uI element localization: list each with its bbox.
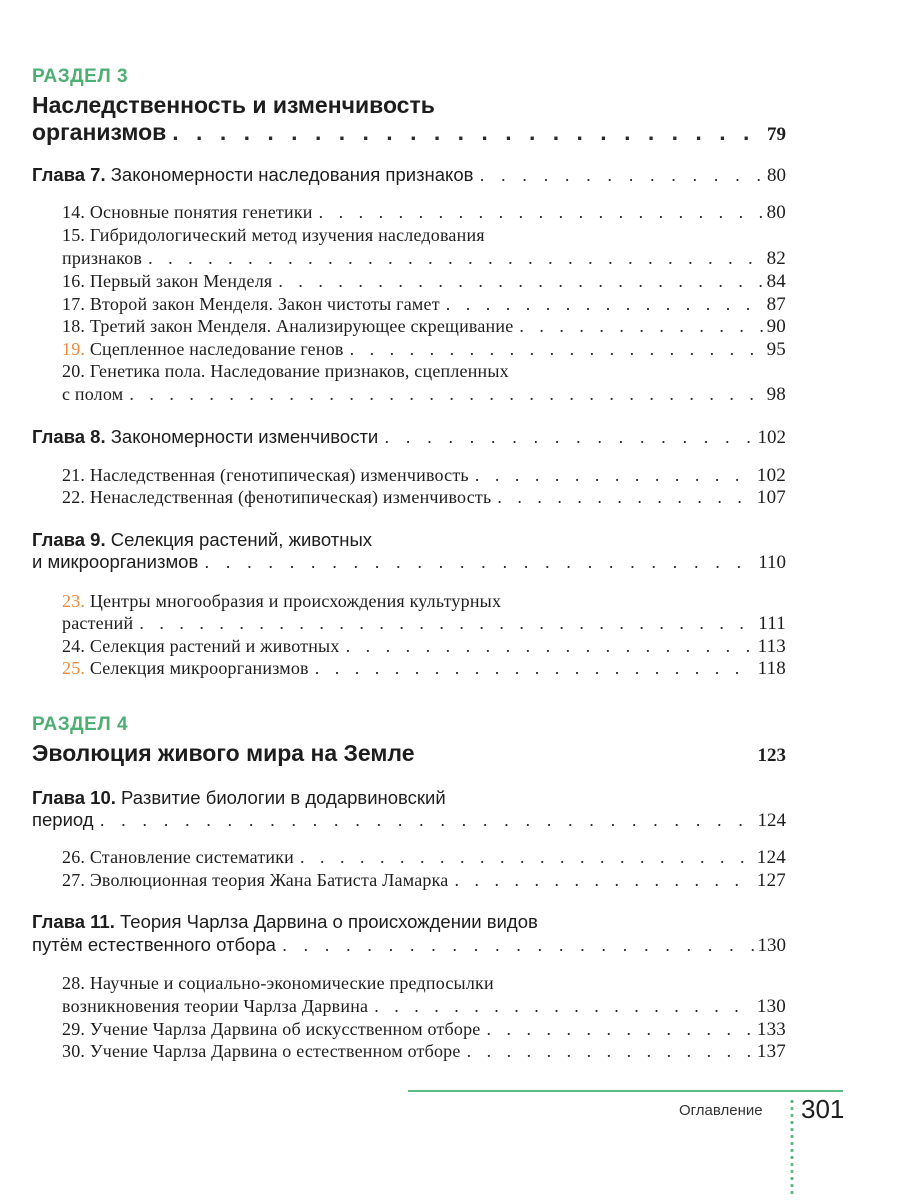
- paragraph-title: Наследственная (генотипическая) изменчивость: [89, 465, 469, 485]
- page-ref: 102: [757, 427, 786, 448]
- section-3-title-line2: организмов: [32, 119, 167, 145]
- paragraph-number: 27.: [62, 870, 86, 890]
- dot-leader: [148, 248, 762, 269]
- chapter-number: Глава 7.: [32, 164, 106, 185]
- paragraph-title: Основные понятия генетики: [89, 202, 313, 222]
- paragraph-number: 19.: [62, 339, 86, 359]
- dot-leader: [315, 658, 754, 679]
- page-ref: 137: [756, 1041, 786, 1062]
- page-ref: 133: [756, 1019, 786, 1040]
- toc-paragraph-20-line2[interactable]: [62, 384, 786, 406]
- paragraph-number: 23.: [62, 591, 86, 611]
- dot-leader: [300, 847, 753, 868]
- paragraph-number: 14.: [62, 202, 86, 222]
- paragraph-number: 15.: [62, 225, 86, 245]
- page-ref: 127: [756, 870, 786, 891]
- page-ref: 107: [756, 487, 786, 508]
- toc-paragraph-23-line1[interactable]: [62, 591, 501, 612]
- dot-leader: [319, 202, 763, 223]
- dot-leader: [172, 119, 763, 146]
- chapter-title: Закономерности изменчивости: [110, 426, 379, 447]
- page-number: 301: [801, 1094, 845, 1124]
- page-ref: 130: [757, 935, 786, 956]
- section-4-title: Эволюция живого мира на Земле: [32, 740, 415, 766]
- paragraph-title: Селекция микроорганизмов: [89, 658, 309, 678]
- dot-leader: [475, 465, 753, 486]
- toc-paragraph-27[interactable]: [62, 870, 786, 892]
- toc-paragraph-28-line1[interactable]: [62, 973, 494, 994]
- paragraph-title: Учение Чарлза Дарвина об искусственном отборе: [89, 1019, 481, 1039]
- toc-paragraph-15-line1[interactable]: [62, 225, 485, 246]
- paragraph-title: Генетика пола. Наследование признаков, сцепленных: [89, 361, 509, 381]
- chapter-title: Закономерности наследования признаков: [110, 164, 474, 185]
- dot-leader: [446, 294, 763, 315]
- paragraph-title: Научные и социально-экономические предпосылки: [89, 973, 494, 993]
- toc-paragraph-30[interactable]: [62, 1041, 786, 1063]
- toc-chapter-10-line2[interactable]: [32, 809, 786, 832]
- chapter-title: Селекция растений, животных: [110, 529, 373, 550]
- footer-rule: [408, 1090, 843, 1092]
- page-ref: 79: [767, 124, 786, 145]
- page-ref: 95: [766, 339, 786, 360]
- footer-dotted-divider: [790, 1098, 794, 1198]
- dot-leader: [204, 551, 754, 573]
- chapter-number: Глава 8.: [32, 426, 106, 447]
- page-ref: 130: [756, 996, 786, 1017]
- toc-paragraph-22[interactable]: [62, 487, 786, 509]
- chapter-number: Глава 10.: [32, 787, 116, 808]
- toc-chapter-11-line2[interactable]: [32, 934, 786, 957]
- toc-paragraph-16[interactable]: [62, 271, 786, 293]
- page-ref: 110: [758, 552, 786, 573]
- chapter-title: Теория Чарлза Дарвина о происхождении видов: [120, 911, 538, 932]
- toc-chapter-9-line2[interactable]: [32, 551, 786, 574]
- paragraph-title: Первый закон Менделя: [89, 271, 273, 291]
- paragraph-title: Селекция растений и животных: [89, 636, 340, 656]
- page-ref: 90: [766, 316, 786, 337]
- paragraph-title-continued: с полом: [62, 384, 124, 404]
- paragraph-number: 17.: [62, 294, 86, 314]
- toc-paragraph-24[interactable]: [62, 636, 786, 658]
- page-ref: 98: [766, 384, 786, 405]
- section-4-label: РАЗДЕЛ 4: [32, 714, 129, 735]
- dot-leader: [278, 271, 762, 292]
- dot-leader: [374, 996, 753, 1017]
- chapter-title: Развитие биологии в додарвиновский: [121, 787, 446, 808]
- section-4-title-row[interactable]: [32, 740, 786, 767]
- page-ref: 124: [756, 847, 786, 868]
- toc-paragraph-19[interactable]: [62, 339, 786, 361]
- paragraph-number: 29.: [62, 1019, 86, 1039]
- page-ref: 123: [757, 745, 786, 766]
- paragraph-title: Центры многообразия и происхождения культурных: [89, 591, 502, 611]
- dot-leader: [479, 164, 763, 186]
- paragraph-title-continued: растений: [62, 613, 134, 633]
- toc-paragraph-21[interactable]: [62, 465, 786, 487]
- page-ref: 84: [766, 271, 786, 292]
- page-ref: 80: [766, 202, 786, 223]
- toc-paragraph-25[interactable]: [62, 658, 786, 680]
- paragraph-title: Сцепленное наследование генов: [89, 339, 344, 359]
- page-ref: 102: [756, 465, 786, 486]
- chapter-title-continued: путём естественного отбора: [32, 934, 276, 955]
- toc-paragraph-14[interactable]: [62, 202, 786, 224]
- dot-leader: [467, 1041, 753, 1062]
- paragraph-title: Эволюционная теория Жана Батиста Ламарка: [89, 870, 449, 890]
- toc-chapter-10-line1[interactable]: [32, 787, 446, 809]
- dot-leader: [384, 426, 753, 448]
- paragraph-title: Третий закон Менделя. Анализирующее скрещивание: [89, 316, 514, 336]
- running-footer-label: Оглавление: [679, 1102, 763, 1119]
- paragraph-number: 22.: [62, 487, 86, 507]
- page-ref: 124: [757, 810, 786, 831]
- paragraph-number: 21.: [62, 465, 86, 485]
- toc-paragraph-23-line2[interactable]: [62, 613, 786, 635]
- dot-leader: [454, 870, 752, 891]
- section-3-title-continued[interactable]: [32, 119, 786, 146]
- paragraph-title: Ненаследственная (фенотипическая) изменчивость: [89, 487, 492, 507]
- paragraph-number: 30.: [62, 1041, 86, 1061]
- chapter-title-continued: и микроорганизмов: [32, 551, 199, 572]
- toc-paragraph-20-line1[interactable]: [62, 361, 509, 382]
- paragraph-number: 25.: [62, 658, 86, 678]
- dot-leader: [497, 487, 753, 508]
- paragraph-number: 16.: [62, 271, 86, 291]
- paragraph-number: 24.: [62, 636, 86, 656]
- paragraph-number: 28.: [62, 973, 86, 993]
- paragraph-title-continued: возникновения теории Чарлза Дарвина: [62, 996, 369, 1016]
- toc-paragraph-29[interactable]: [62, 1019, 786, 1041]
- toc-paragraph-15-line2[interactable]: [62, 248, 786, 270]
- paragraph-number: 26.: [62, 847, 86, 867]
- paragraph-title-continued: признаков: [62, 248, 143, 268]
- paragraph-number: 18.: [62, 316, 86, 336]
- toc-paragraph-17[interactable]: [62, 294, 786, 316]
- chapter-title-continued: период: [32, 809, 94, 830]
- dot-leader: [350, 339, 763, 360]
- toc-chapter-7[interactable]: [32, 164, 786, 187]
- paragraph-title: Учение Чарлза Дарвина о естественном отборе: [89, 1041, 461, 1061]
- toc-chapter-9-line1[interactable]: [32, 529, 372, 551]
- section-3-label: РАЗДЕЛ 3: [32, 66, 129, 87]
- chapter-number: Глава 9.: [32, 529, 106, 550]
- paragraph-title: Становление систематики: [89, 847, 295, 867]
- page-ref: 87: [766, 294, 786, 315]
- dot-leader: [139, 613, 754, 634]
- page-ref: 118: [757, 658, 786, 679]
- toc-paragraph-28-line2[interactable]: [62, 996, 786, 1018]
- paragraph-title: Второй закон Менделя. Закон чистоты гамет: [89, 294, 440, 314]
- dot-leader: [129, 384, 762, 405]
- dot-leader: [487, 1019, 753, 1040]
- dot-leader: [100, 809, 754, 831]
- dot-leader: [519, 316, 762, 337]
- page-ref: 113: [757, 636, 786, 657]
- toc-paragraph-18[interactable]: [62, 316, 786, 338]
- toc-paragraph-26[interactable]: [62, 847, 786, 869]
- dot-leader: [282, 934, 754, 956]
- toc-chapter-11-line1[interactable]: [32, 911, 538, 933]
- page-ref: 111: [758, 613, 786, 634]
- dot-leader: [346, 636, 754, 657]
- chapter-number: Глава 11.: [32, 911, 115, 932]
- paragraph-number: 20.: [62, 361, 86, 381]
- section-3-title: Наследственность и изменчивость: [32, 92, 435, 118]
- page-ref: 80: [767, 165, 786, 186]
- paragraph-title: Гибридологический метод изучения наследования: [89, 225, 485, 245]
- toc-chapter-8[interactable]: [32, 426, 786, 449]
- page-ref: 82: [766, 248, 786, 269]
